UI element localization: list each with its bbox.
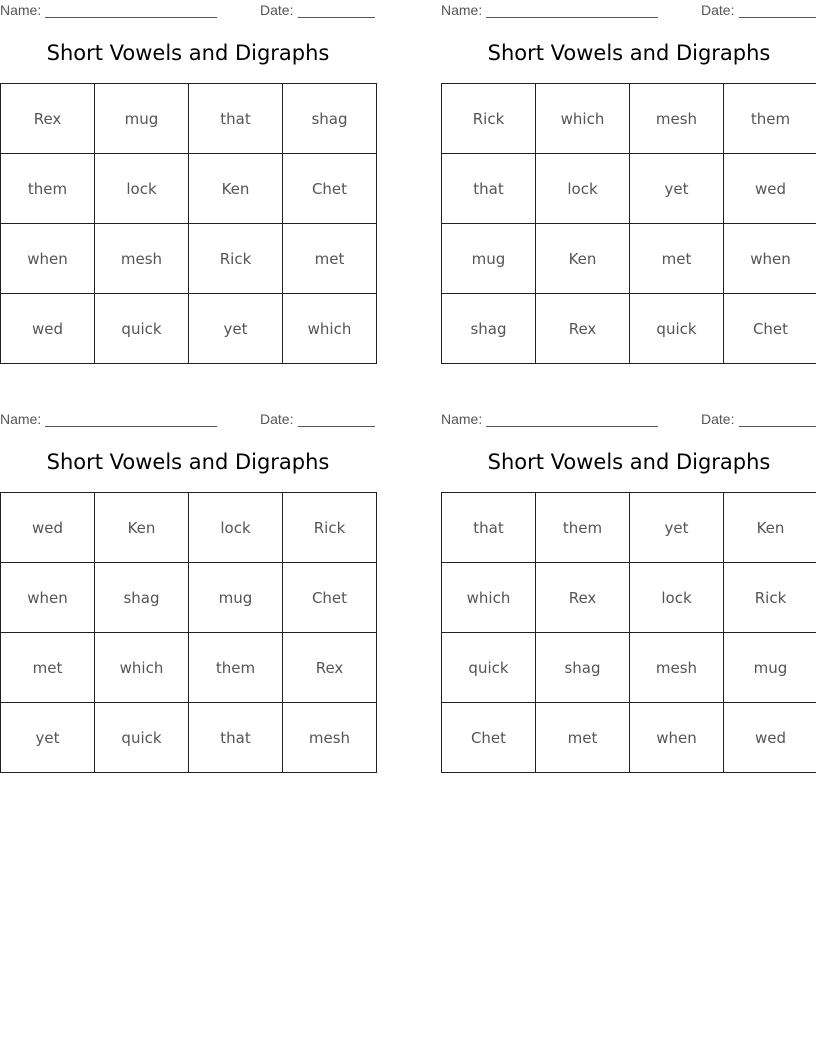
grid-cell: shag xyxy=(283,84,377,154)
date-blank xyxy=(298,17,375,18)
grid-row xyxy=(1,493,377,563)
word-grid xyxy=(0,83,377,364)
grid-cell: when xyxy=(724,224,816,294)
grid-row xyxy=(442,224,816,294)
grid-cell: Rex xyxy=(283,633,377,703)
grid-cell: Chet xyxy=(283,563,377,633)
grid-row xyxy=(1,224,377,294)
name-blank xyxy=(45,17,217,18)
grid-cell: that xyxy=(442,154,536,224)
card-title: Short Vowels and Digraphs xyxy=(487,41,771,65)
grid-cell: shag xyxy=(95,563,189,633)
grid-row xyxy=(442,493,816,563)
grid-cell: lock xyxy=(536,154,630,224)
grid-cell: that xyxy=(189,703,283,773)
grid-row xyxy=(442,703,816,773)
word-grid xyxy=(441,492,816,773)
grid-cell: them xyxy=(536,493,630,563)
grid-cell: met xyxy=(536,703,630,773)
word-grid xyxy=(0,492,377,773)
grid-cell: Chet xyxy=(283,154,377,224)
card-title: Short Vowels and Digraphs xyxy=(46,41,330,65)
grid-cell: when xyxy=(1,224,95,294)
card-title: Short Vowels and Digraphs xyxy=(46,450,330,474)
grid-cell: mug xyxy=(724,633,816,703)
grid-cell: shag xyxy=(536,633,630,703)
date-blank xyxy=(739,426,816,427)
grid-cell: mesh xyxy=(283,703,377,773)
grid-cell: lock xyxy=(95,154,189,224)
grid-row xyxy=(1,294,377,364)
grid-cell: Rick xyxy=(283,493,377,563)
grid-cell: them xyxy=(724,84,816,154)
grid-cell: mug xyxy=(95,84,189,154)
grid-cell: quick xyxy=(95,703,189,773)
grid-cell: quick xyxy=(442,633,536,703)
name-blank xyxy=(486,17,658,18)
grid-cell: wed xyxy=(724,154,816,224)
grid-cell: Chet xyxy=(724,294,816,364)
card-header xyxy=(441,2,816,20)
grid-cell: them xyxy=(189,633,283,703)
grid-cell: Rick xyxy=(442,84,536,154)
card-header xyxy=(0,2,376,20)
grid-row xyxy=(1,563,377,633)
grid-cell: Chet xyxy=(442,703,536,773)
grid-cell: mesh xyxy=(630,84,724,154)
grid-cell: that xyxy=(442,493,536,563)
grid-row xyxy=(1,154,377,224)
grid-cell: Rick xyxy=(724,563,816,633)
grid-cell: Rex xyxy=(536,294,630,364)
name-blank xyxy=(486,426,658,427)
grid-cell: met xyxy=(630,224,724,294)
bingo-card xyxy=(0,0,376,372)
grid-cell: which xyxy=(442,563,536,633)
grid-cell: which xyxy=(536,84,630,154)
date-blank xyxy=(298,426,375,427)
grid-row xyxy=(1,84,377,154)
name-label: Name: xyxy=(441,411,483,427)
grid-row xyxy=(1,703,377,773)
name-label: Name: xyxy=(0,2,42,18)
grid-cell: wed xyxy=(724,703,816,773)
word-grid xyxy=(441,83,816,364)
card-header xyxy=(441,411,816,429)
grid-cell: lock xyxy=(189,493,283,563)
bingo-card xyxy=(0,409,376,781)
grid-cell: mesh xyxy=(630,633,724,703)
name-blank xyxy=(45,426,217,427)
grid-cell: when xyxy=(1,563,95,633)
date-blank xyxy=(739,17,816,18)
grid-cell: Rex xyxy=(1,84,95,154)
date-label: Date: xyxy=(260,411,294,427)
grid-row xyxy=(1,633,377,703)
grid-cell: which xyxy=(95,633,189,703)
grid-cell: mug xyxy=(442,224,536,294)
bingo-card xyxy=(441,409,816,781)
grid-cell: when xyxy=(630,703,724,773)
grid-cell: them xyxy=(1,154,95,224)
grid-cell: Ken xyxy=(95,493,189,563)
grid-cell: which xyxy=(283,294,377,364)
card-header xyxy=(0,411,376,429)
grid-cell: yet xyxy=(189,294,283,364)
bingo-card xyxy=(441,0,816,372)
date-label: Date: xyxy=(701,411,735,427)
grid-cell: that xyxy=(189,84,283,154)
grid-cell: Rex xyxy=(536,563,630,633)
grid-cell: met xyxy=(283,224,377,294)
card-title: Short Vowels and Digraphs xyxy=(487,450,771,474)
date-label: Date: xyxy=(701,2,735,18)
grid-row xyxy=(442,563,816,633)
grid-cell: mug xyxy=(189,563,283,633)
grid-cell: Ken xyxy=(724,493,816,563)
grid-cell: lock xyxy=(630,563,724,633)
grid-cell: yet xyxy=(1,703,95,773)
grid-cell: Ken xyxy=(536,224,630,294)
grid-cell: met xyxy=(1,633,95,703)
grid-row xyxy=(442,154,816,224)
grid-row xyxy=(442,84,816,154)
name-label: Name: xyxy=(0,411,42,427)
grid-cell: Rick xyxy=(189,224,283,294)
grid-row xyxy=(442,294,816,364)
date-label: Date: xyxy=(260,2,294,18)
grid-cell: quick xyxy=(630,294,724,364)
grid-cell: wed xyxy=(1,493,95,563)
grid-cell: yet xyxy=(630,154,724,224)
grid-cell: Ken xyxy=(189,154,283,224)
grid-cell: quick xyxy=(95,294,189,364)
grid-cell: wed xyxy=(1,294,95,364)
grid-cell: mesh xyxy=(95,224,189,294)
grid-cell: shag xyxy=(442,294,536,364)
grid-cell: yet xyxy=(630,493,724,563)
name-label: Name: xyxy=(441,2,483,18)
grid-row xyxy=(442,633,816,703)
